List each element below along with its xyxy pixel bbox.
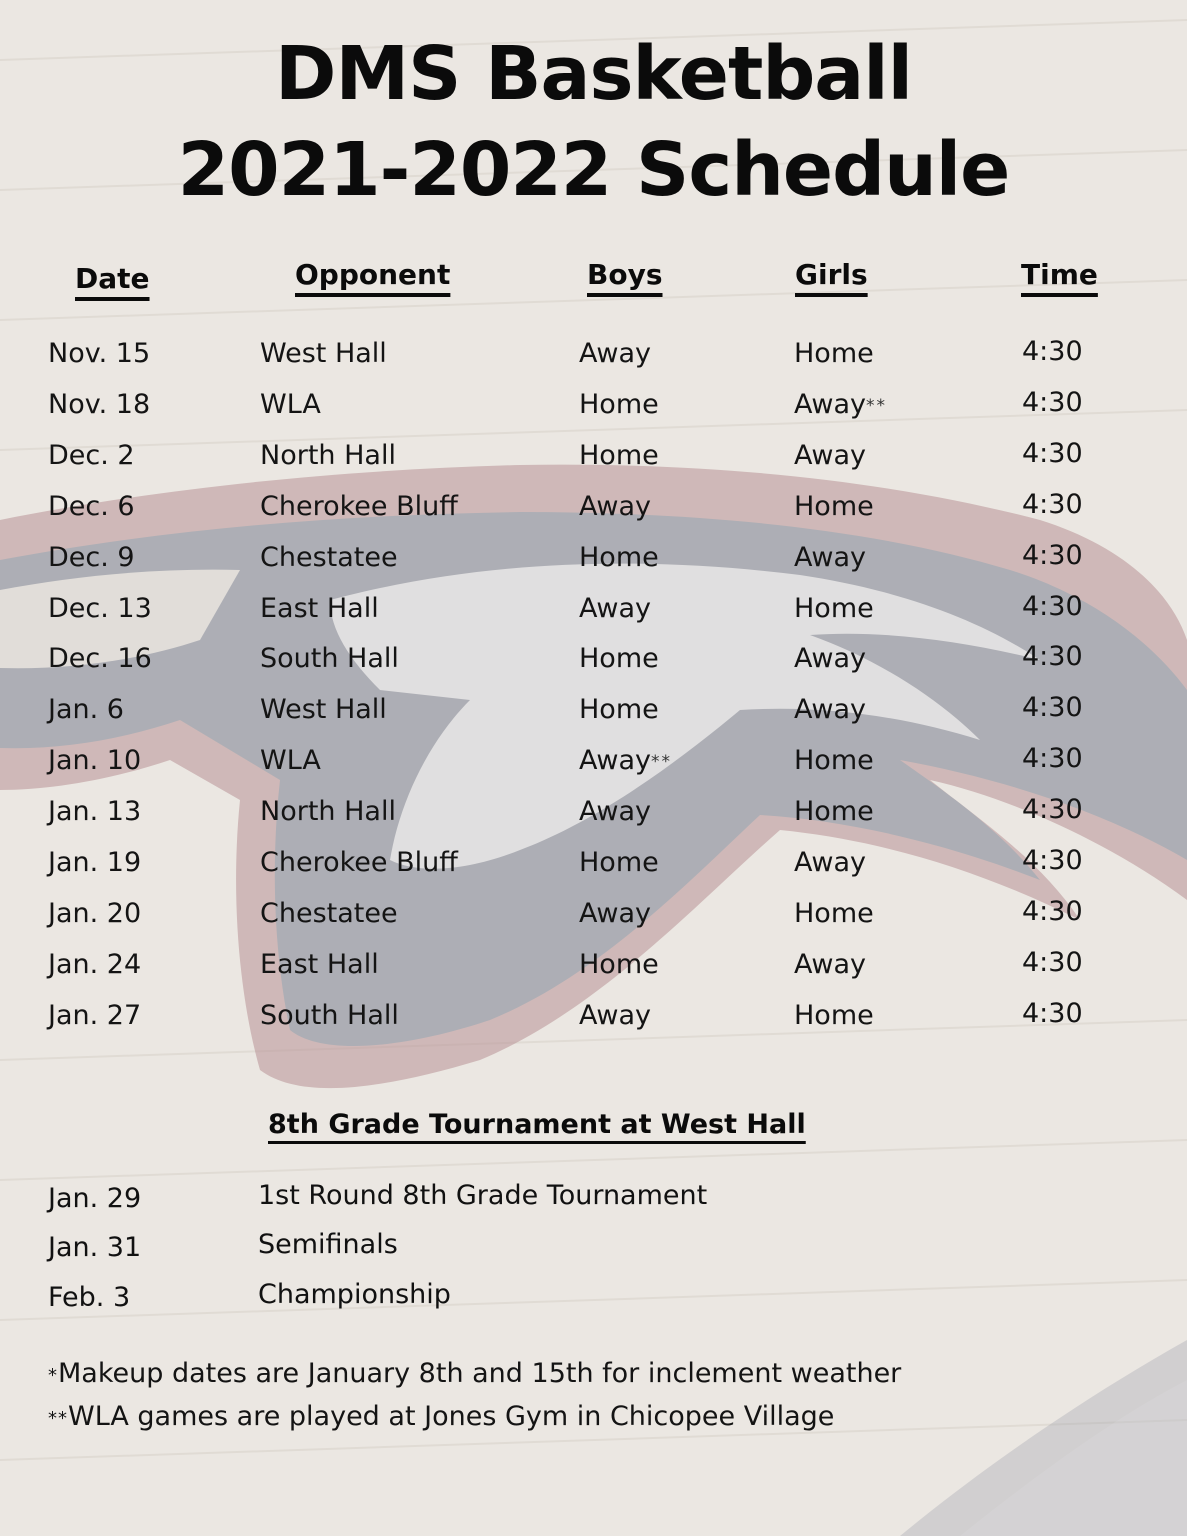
cell-boys — [579, 535, 659, 582]
cell-date-text: Jan. 6 — [48, 694, 124, 726]
cell-opponent — [260, 891, 398, 937]
cell-boys-text: Home — [579, 694, 659, 726]
page-title: DMS Basketball — [275, 31, 912, 117]
cell-girls — [794, 535, 866, 582]
tournament-event: Championship — [258, 1279, 451, 1310]
cell-date — [48, 993, 141, 1039]
cell-opponent — [260, 382, 321, 428]
cell-girls-text: Home — [794, 897, 874, 929]
cell-time — [1022, 533, 1083, 579]
cell-time — [1022, 482, 1083, 528]
cell-time — [1022, 736, 1083, 782]
footnote-wla — [48, 1397, 834, 1439]
cell-girls-text: Home — [794, 338, 874, 369]
cell-date — [48, 586, 152, 632]
cell-girls-text: Away — [794, 388, 866, 420]
cell-girls — [794, 891, 874, 938]
cell-boys — [579, 433, 659, 480]
footnote-makeup — [48, 1354, 901, 1396]
asterisk-mark: ** — [865, 395, 887, 416]
table-row — [0, 738, 1187, 788]
cell-girls — [794, 636, 866, 683]
cell-boys-text: Away — [579, 592, 651, 624]
cell-girls — [794, 331, 874, 378]
tournament-date: Jan. 29 — [48, 1183, 142, 1214]
cell-date-text: Dec. 2 — [48, 439, 135, 471]
cell-opponent — [260, 840, 458, 886]
cell-girls-text: Home — [794, 592, 874, 624]
cell-boys-text: Away — [579, 897, 651, 929]
cell-time-text: 4:30 — [1022, 386, 1083, 418]
cell-opponent — [260, 433, 396, 479]
cell-opponent — [260, 738, 321, 784]
cell-opponent-text: South Hall — [260, 643, 399, 675]
cell-boys-text: Home — [579, 847, 659, 878]
cell-boys — [579, 891, 651, 938]
cell-time-text: 4:30 — [1022, 845, 1083, 876]
cell-girls-text: Away — [794, 948, 866, 980]
cell-opponent-text: South Hall — [260, 999, 399, 1031]
table-row — [0, 687, 1187, 737]
cell-time-text: 4:30 — [1022, 743, 1083, 775]
cell-opponent-text: WLA — [260, 388, 321, 420]
cell-date — [48, 738, 141, 784]
tournament-row — [0, 1225, 1187, 1275]
cell-boys — [579, 789, 651, 836]
cell-time — [1022, 634, 1083, 680]
cell-date-text: Jan. 24 — [48, 948, 142, 980]
cell-boys — [579, 687, 659, 734]
cell-time — [1022, 431, 1083, 477]
cell-date-text: Jan. 20 — [48, 897, 142, 929]
tournament-event: Semifinals — [258, 1229, 398, 1260]
cell-opponent — [260, 535, 398, 581]
cell-date — [48, 433, 135, 479]
cell-date-text: Jan. 19 — [48, 847, 142, 878]
cell-time — [1022, 991, 1083, 1037]
table-row — [0, 789, 1187, 839]
cell-opponent — [260, 687, 387, 733]
cell-date-text: Jan. 27 — [48, 999, 142, 1031]
table-row — [0, 942, 1187, 992]
cell-date — [48, 382, 150, 428]
table-row — [0, 433, 1187, 483]
header-girls: Girls — [795, 258, 868, 291]
cell-boys-text: Home — [579, 948, 659, 980]
cell-girls-text: Home — [794, 796, 874, 828]
cell-time — [1022, 685, 1083, 731]
cell-date — [48, 484, 135, 530]
cell-girls — [794, 687, 866, 734]
cell-date-text: Dec. 6 — [48, 490, 135, 522]
cell-boys-text: Away — [579, 338, 651, 369]
cell-girls — [794, 789, 874, 836]
cell-date-text: Dec. 13 — [48, 592, 152, 624]
cell-date-text: Nov. 18 — [48, 388, 151, 420]
cell-boys — [579, 382, 659, 429]
cell-date — [48, 840, 141, 886]
page-subtitle: 2021-2022 Schedule — [177, 127, 1010, 213]
table-row — [0, 840, 1187, 890]
cell-boys-text: Home — [579, 388, 659, 420]
table-row — [0, 484, 1187, 534]
cell-boys-text: Away — [579, 999, 651, 1031]
cell-time-text: 4:30 — [1022, 895, 1083, 927]
footnote-mark: * — [48, 1365, 58, 1386]
footnote-mark: ** — [48, 1408, 68, 1429]
cell-girls — [794, 993, 874, 1040]
cell-boys-text: Home — [579, 439, 659, 471]
cell-opponent-text: East Hall — [260, 592, 379, 624]
cell-time-text: 4:30 — [1022, 692, 1083, 724]
cell-time-text: 4:30 — [1022, 997, 1083, 1029]
cell-date — [48, 636, 152, 682]
cell-boys — [579, 331, 651, 378]
cell-boys — [579, 586, 651, 633]
cell-boys-text: Away — [579, 745, 651, 777]
cell-girls-text: Home — [794, 999, 874, 1031]
table-row — [0, 891, 1187, 941]
table-row — [0, 331, 1187, 381]
cell-time-text: 4:30 — [1022, 590, 1083, 622]
cell-date — [48, 789, 141, 835]
table-row — [0, 636, 1187, 686]
cell-boys-text: Away — [579, 796, 651, 828]
cell-girls — [794, 484, 874, 531]
cell-time-text: 4:30 — [1022, 437, 1083, 469]
cell-opponent — [260, 789, 396, 835]
footnote-text: WLA games are played at Jones Gym in Chicopee Village — [68, 1401, 835, 1432]
cell-opponent — [260, 993, 399, 1039]
cell-opponent — [260, 636, 399, 682]
cell-opponent-text: Cherokee Bluff — [260, 490, 458, 522]
tournament-row — [0, 1176, 1187, 1226]
cell-time — [1022, 787, 1083, 833]
cell-boys — [579, 840, 659, 887]
tournament-date: Feb. 3 — [48, 1282, 131, 1313]
cell-girls-text: Away — [794, 643, 866, 675]
tournament-row — [0, 1275, 1187, 1325]
cell-opponent — [260, 484, 458, 530]
cell-date-text: Jan. 10 — [48, 745, 142, 777]
cell-date-text: Nov. 15 — [48, 338, 151, 369]
cell-opponent-text: East Hall — [260, 948, 379, 980]
tournament-title: 8th Grade Tournament at West Hall — [268, 1109, 806, 1140]
cell-opponent — [260, 331, 387, 377]
cell-boys-text: Home — [579, 643, 659, 675]
cell-boys — [579, 993, 651, 1040]
cell-girls-text: Away — [794, 439, 866, 471]
cell-opponent-text: Cherokee Bluff — [260, 847, 458, 878]
cell-opponent-text: North Hall — [260, 439, 396, 471]
cell-girls — [794, 433, 866, 480]
header-date: Date — [75, 262, 150, 295]
cell-boys-text: Away — [579, 490, 651, 522]
header-boys: Boys — [587, 258, 663, 291]
cell-girls — [794, 586, 874, 633]
cell-boys — [579, 738, 672, 785]
cell-time — [1022, 889, 1083, 935]
cell-opponent-text: Chestatee — [260, 541, 398, 573]
cell-date — [48, 331, 150, 377]
cell-boys — [579, 484, 651, 531]
cell-girls-text: Home — [794, 490, 874, 522]
cell-opponent — [260, 942, 379, 988]
cell-time — [1022, 329, 1083, 375]
cell-time — [1022, 940, 1083, 986]
cell-girls-text: Away — [794, 541, 866, 573]
table-row — [0, 586, 1187, 636]
tournament-event: 1st Round 8th Grade Tournament — [258, 1180, 708, 1211]
cell-opponent — [260, 586, 379, 632]
cell-date — [48, 891, 141, 937]
cell-time — [1022, 380, 1083, 426]
cell-opponent-text: North Hall — [260, 796, 396, 828]
asterisk-mark: ** — [650, 752, 672, 773]
cell-boys — [579, 636, 659, 683]
table-row — [0, 535, 1187, 585]
cell-opponent-text: West Hall — [260, 694, 387, 726]
cell-date — [48, 535, 135, 581]
tournament-date: Jan. 31 — [48, 1232, 142, 1263]
cell-opponent-text: West Hall — [260, 338, 387, 369]
table-row — [0, 382, 1187, 432]
cell-girls — [794, 382, 887, 429]
cell-date — [48, 687, 124, 733]
cell-time — [1022, 838, 1083, 884]
cell-date-text: Jan. 13 — [48, 796, 142, 828]
cell-date — [48, 942, 141, 988]
cell-time-text: 4:30 — [1022, 794, 1083, 826]
header-time: Time — [1021, 258, 1098, 291]
cell-girls-text: Away — [794, 694, 866, 726]
cell-girls — [794, 738, 874, 785]
cell-date-text: Dec. 9 — [48, 541, 135, 573]
cell-girls-text: Home — [794, 745, 874, 777]
footnote-text: Makeup dates are January 8th and 15th for inclement weather — [58, 1358, 902, 1389]
cell-date-text: Dec. 16 — [48, 643, 152, 675]
cell-opponent-text: WLA — [260, 745, 321, 777]
cell-boys-text: Home — [579, 541, 659, 573]
cell-girls-text: Away — [794, 847, 866, 878]
cell-time-text: 4:30 — [1022, 336, 1083, 367]
cell-time — [1022, 584, 1083, 630]
cell-girls — [794, 840, 866, 887]
cell-time-text: 4:30 — [1022, 641, 1083, 673]
cell-girls — [794, 942, 866, 989]
header-opponent: Opponent — [295, 258, 451, 291]
cell-time-text: 4:30 — [1022, 946, 1083, 978]
cell-time-text: 4:30 — [1022, 488, 1083, 520]
cell-opponent-text: Chestatee — [260, 897, 398, 929]
cell-boys — [579, 942, 659, 989]
cell-time-text: 4:30 — [1022, 539, 1083, 571]
table-row — [0, 993, 1187, 1043]
